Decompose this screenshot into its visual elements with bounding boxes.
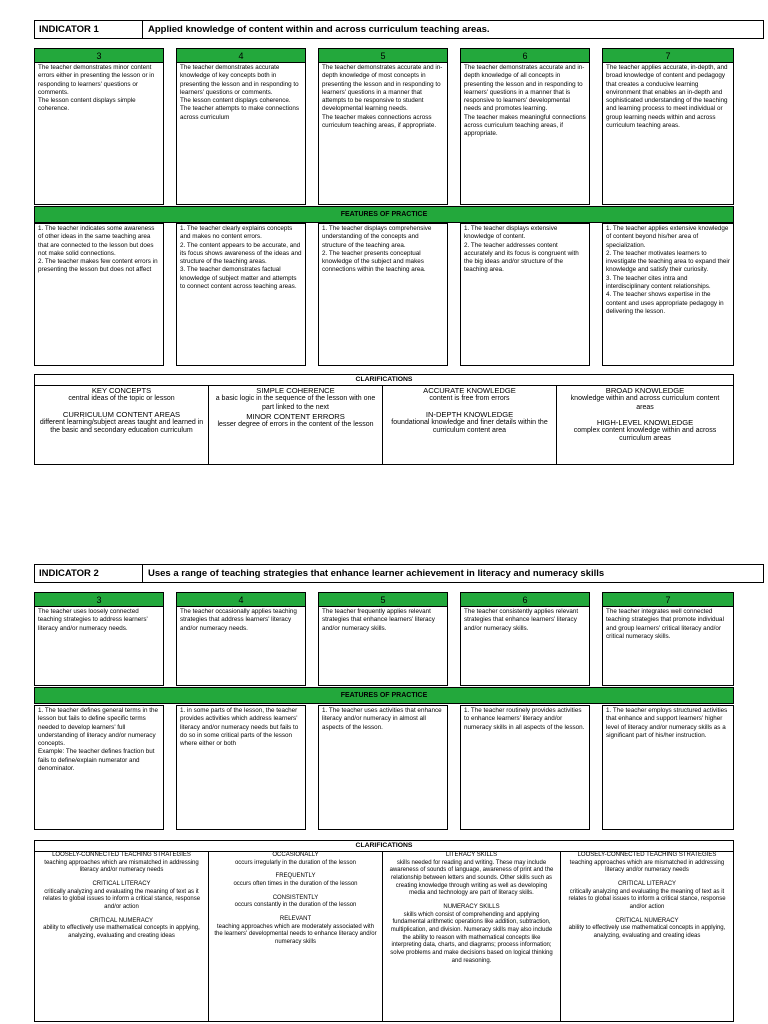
clarification-term: SIMPLE COHERENCE xyxy=(256,386,335,395)
clarification-definition: central ideas of the topic or lesson xyxy=(68,395,175,403)
indicator-1-feature-4: 1. The teacher clearly explains concepts and makes no content errors. 2. The content appears to be accurate, and its focus shows awareness of the ideas and structure of the teaching areas. 3. The teacher demonstrates factual knowledge of subject matter and attempts to connect content across teaching areas. xyxy=(176,223,306,366)
indicator-2-level-6-box xyxy=(460,592,590,686)
clarification-term: NUMERACY SKILLS xyxy=(443,904,500,911)
clarification-definition: critically analyzing and evaluating the meaning of text as it relates to global issues to inform a critical stance, response and/or action xyxy=(42,888,201,911)
clarification-column-4 xyxy=(561,852,733,1021)
clarification-definition: teaching approaches which are mismatched in addressing literacy and/or numeracy needs xyxy=(569,859,725,874)
indicator-2-label: INDICATOR 2 xyxy=(35,565,143,582)
indicator-1-feature-7: 1. The teacher applies extensive knowledge of content beyond his/her area of specialization. 2. The teacher motivates learners to investigate the teaching area to expand their knowledge and satisfy their curiosity. 3. The teacher cites intra and interdisciplinary content relationships. 4. The teacher shows expertise in the content and uses appropriate pedagogy in delivering the lesson. xyxy=(602,223,734,366)
level-description: The teacher frequently applies relevant strategies that enhance learners' literacy and/or numeracy skills. xyxy=(322,608,435,632)
clarification-term: HIGH-LEVEL KNOWLEDGE xyxy=(596,417,694,427)
indicator-1-header xyxy=(34,20,764,39)
clarification-definition: teaching approaches which are moderately associated with the learners' developmental needs to enhance literacy and/or numeracy skills xyxy=(214,923,377,946)
indicator-2-level-3-box xyxy=(34,592,164,686)
indicator-1-title: Applied knowledge of content within and across curriculum teaching areas. xyxy=(148,24,490,35)
level-number: 3 xyxy=(35,49,163,63)
clarification-term: LOOSELY-CONNECTED TEACHING STRATEGIES xyxy=(52,852,191,858)
level-number: 7 xyxy=(603,593,733,607)
indicator-1-label: INDICATOR 1 xyxy=(35,21,143,38)
clarification-column-2 xyxy=(209,852,383,1021)
indicator-2-level-5-box xyxy=(318,592,448,686)
clarification-definition: occurs often times in the duration of the lesson xyxy=(233,881,358,888)
clarification-column-2 xyxy=(209,386,383,464)
level-description: The teacher demonstrates accurate knowledge of key concepts both in presenting the lesson and in responding to learners' questions or comments. The lesson content displays coherence. The teacher attempts to make connections across curriculum xyxy=(180,64,300,121)
level-description: The teacher demonstrates accurate and in-depth knowledge of all concepts in presenting the lesson and in responding to learners' questions in a manner that is responsive to learners' developmental needs and promotes learning. The teacher makes meaningful connections across curriculum teaching areas, if appropriate. xyxy=(464,64,586,138)
indicator-1-feature-6: 1. The teacher displays extensive knowledge of content. 2. The teacher addresses content accurately and its focus is congruent with the big ideas and/or structure of the teaching area. xyxy=(460,223,590,366)
indicator-1-level-6-box xyxy=(460,48,590,205)
clarifications-heading: CLARIFICATIONS xyxy=(35,375,733,386)
clarification-term: CONSISTENTLY xyxy=(272,894,319,901)
indicator-2-feature-6: 1. The teacher routinely provides activities to enhance learners' literacy and/or numeracy skills in all aspects of the lesson. xyxy=(460,705,590,830)
clarification-term: FREQUENTLY xyxy=(275,873,316,880)
clarification-definition: content is free from errors xyxy=(429,395,510,403)
clarification-definition: occurs irregularly in the duration of the lesson xyxy=(234,859,357,866)
clarifications-heading: CLARIFICATIONS xyxy=(35,841,733,852)
indicator-2-header xyxy=(34,564,764,583)
clarification-column-1 xyxy=(35,386,209,464)
level-number: 4 xyxy=(177,593,305,607)
indicator-1-level-4-box xyxy=(176,48,306,205)
indicator-2-level-4-box xyxy=(176,592,306,686)
clarification-column-3 xyxy=(383,852,561,1021)
level-number: 5 xyxy=(319,49,447,63)
clarification-definition: skills which consist of comprehending and applying fundamental arithmetic operations like addition, subtraction, multiplication, and division. Numeracy skills may also include the ability to reason with mathematical concepts like interpreting data, charts, and diagrams; process information; solve problems and make decisions based on logical thinking and reasoning. xyxy=(390,911,553,964)
level-number: 6 xyxy=(461,49,589,63)
level-description: The teacher applies accurate, in-depth, and broad knowledge of content and pedagogy that creates a conducive learning environment that enables an in-depth and sophisticated understanding of the teaching and learning process to meet individual or group learning needs within and across curriculum teaching areas. xyxy=(606,64,728,130)
clarification-definition: ability to effectively use mathematical concepts in applying, analyzing, evaluating and creating ideas xyxy=(568,925,726,940)
clarification-definition: foundational knowledge and finer details within the curriculum content area xyxy=(391,418,548,434)
indicator-2-feature-3: 1. The teacher defines general terms in the lesson but fails to define specific terms needed to develop learners' full understanding of literacy and/or numeracy concepts. Example: The teacher defines fraction but fails to define/explain numerator and denominator. xyxy=(34,705,164,830)
clarification-term: ACCURATE KNOWLEDGE xyxy=(423,386,516,395)
level-description: The teacher integrates well connected teaching strategies that promote individual and group learners' critical literacy and/or critical numeracy skills. xyxy=(606,608,724,640)
clarification-column-1 xyxy=(35,852,209,1021)
clarification-term: CRITICAL LITERACY xyxy=(92,881,151,888)
indicator-2-title: Uses a range of teaching strategies that enhance learner achievement in literacy and numeracy skills xyxy=(148,568,605,579)
level-number: 3 xyxy=(35,593,163,607)
clarification-term: CRITICAL NUMERACY xyxy=(89,917,154,924)
clarification-definition: lesser degree of errors in the content of the lesson xyxy=(217,421,374,428)
indicator-2-feature-4: 1. in some parts of the lesson, the teacher provides activities which address learners' literacy and/or numeracy needs but fails to do so in some critical parts of the lesson where either or both xyxy=(176,705,306,830)
level-description: The teacher demonstrates accurate and in-depth knowledge of most concepts in presenting the lesson and in responding to learners' questions in a manner that attempts to be responsive to student developmental learning needs. The teacher makes connections across curriculum teaching areas, if appropriate. xyxy=(322,64,443,130)
clarification-term: KEY CONCEPTS xyxy=(91,386,152,395)
clarification-term: OCCASIONALLY xyxy=(272,852,319,858)
indicator-1-feature-3: 1. The teacher indicates some awareness of other ideas in the same teaching area that are connected to the lesson but does not make solid connections. 2. The teacher makes few content errors in presenting the lesson but does not affect xyxy=(34,223,164,366)
clarification-definition: complex content knowledge within and across curriculum areas xyxy=(573,427,717,443)
clarification-definition: a basic logic in the sequence of the lesson with one part linked to the next xyxy=(215,395,376,411)
clarification-definition: ability to effectively use mathematical concepts in applying, analyzing, evaluating and creating ideas xyxy=(43,925,200,940)
level-description: The teacher uses loosely connected teaching strategies to address learners' literacy and/or numeracy needs. xyxy=(38,608,148,632)
clarification-term: LOOSELY-CONNECTED TEACHING STRATEGIES xyxy=(577,852,717,858)
clarification-column-4 xyxy=(557,386,733,464)
clarification-definition: different learning/subject areas taught and learned in the basic and secondary education curriculum xyxy=(39,418,204,434)
indicator-1-features-bar: FEATURES OF PRACTICE xyxy=(34,206,734,223)
level-description: The teacher occasionally applies teaching strategies that address learners' literacy and/or numeracy needs. xyxy=(180,608,297,632)
indicator-1-level-3-box xyxy=(34,48,164,205)
clarification-term: CURRICULUM CONTENT AREAS xyxy=(62,409,181,419)
indicator-1-level-5-box xyxy=(318,48,448,205)
clarification-term: LITERACY SKILLS xyxy=(445,852,498,858)
level-number: 5 xyxy=(319,593,447,607)
clarification-definition: occurs constantly in the duration of the lesson xyxy=(234,902,357,909)
indicator-1-feature-5: 1. The teacher displays comprehensive understanding of the concepts and structure of the teaching area. 2. The teacher presents conceptual knowledge of the subject and makes connections within the teaching area. xyxy=(318,223,448,366)
clarification-definition: knowledge within and across curriculum content areas xyxy=(570,395,720,411)
level-number: 6 xyxy=(461,593,589,607)
clarification-term: RELEVANT xyxy=(279,916,312,923)
clarification-term: IN-DEPTH KNOWLEDGE xyxy=(425,409,514,419)
indicator-1-clarifications xyxy=(34,374,734,465)
indicator-2-features-bar: FEATURES OF PRACTICE xyxy=(34,687,734,704)
level-description: The teacher demonstrates minor content errors either in presenting the lesson or in responding to learners' questions or comments. The lesson content displays simple coherence. xyxy=(38,64,155,113)
indicator-2-level-7-box xyxy=(602,592,734,686)
clarification-term: CRITICAL NUMERACY xyxy=(615,917,679,924)
indicator-1-level-7-box xyxy=(602,48,734,205)
clarification-definition: critically analyzing and evaluating the meaning of text as it relates to global issues to inform a critical stance, response and/or action xyxy=(568,888,726,911)
indicator-2-feature-7: 1. The teacher employs structured activities that enhance and support learners' higher level of literacy and/or numeracy skills as a significant part of his/her instruction. xyxy=(602,705,734,830)
clarification-term: BROAD KNOWLEDGE xyxy=(605,386,685,395)
level-number: 4 xyxy=(177,49,305,63)
level-description: The teacher consistently applies relevant strategies that enhance learners' literacy and/or numeracy skills. xyxy=(464,608,579,632)
clarification-term: MINOR CONTENT ERRORS xyxy=(246,411,345,421)
clarification-definition: teaching approaches which are mismatched in addressing literacy and/or numeracy needs xyxy=(44,859,199,874)
clarification-column-3 xyxy=(383,386,557,464)
indicator-2-feature-5: 1. The teacher uses activities that enhance literacy and/or numeracy in almost all aspects of the lesson. xyxy=(318,705,448,830)
level-number: 7 xyxy=(603,49,733,63)
clarification-definition: skills needed for reading and writing. These may include awareness of sounds of language, awareness of print and the relationship between letters and sounds. Other skills such as creating knowledge through writing as well as developing media and technology are part of literacy skills. xyxy=(389,859,554,897)
clarification-term: CRITICAL LITERACY xyxy=(617,881,677,888)
indicator-2-clarifications xyxy=(34,840,734,1022)
